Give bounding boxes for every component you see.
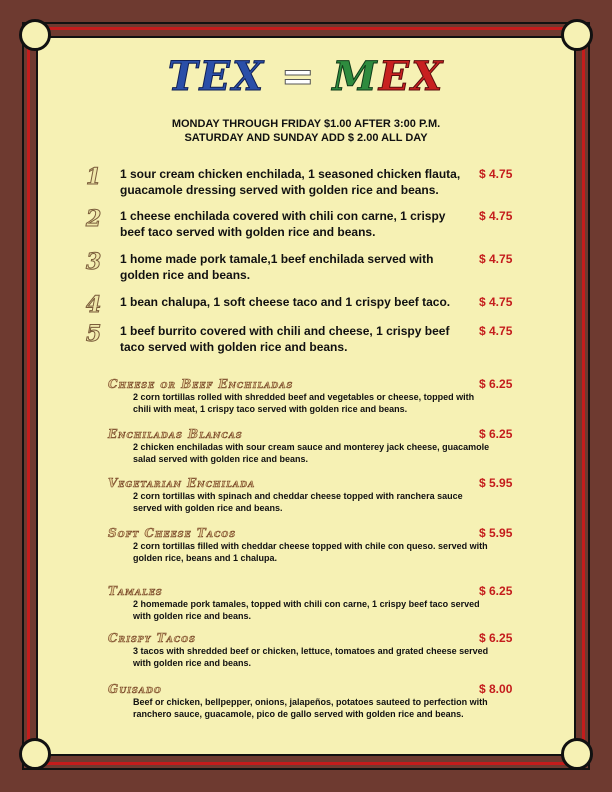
item-price: $ 5.95 bbox=[479, 526, 513, 540]
item-name: Cheese or Beef Enchiladas bbox=[108, 377, 294, 391]
combo-number: 5 bbox=[86, 321, 102, 347]
corner-circle-bottom-right bbox=[561, 738, 593, 770]
combo-price: $ 4.75 bbox=[479, 324, 513, 338]
corner-circle-bottom-left bbox=[19, 738, 51, 770]
combo-description: 1 beef burrito covered with chili and cheese, 1 crispy beef taco served with golden rice and beans. bbox=[120, 324, 450, 354]
combo-number: 3 bbox=[86, 249, 102, 275]
pricing-note-weekday: MONDAY THROUGH FRIDAY $1.00 AFTER 3:00 P.M. bbox=[171, 118, 441, 130]
item-description: 2 corn tortillas rolled with shredded beef and vegetables or cheese, topped with chili with meat, 1 crispy taco served with golden rice and beans. bbox=[133, 392, 475, 414]
item-description: 2 corn tortillas with spinach and cheddar cheese topped with ranchera sauce served with golden rice and beans. bbox=[133, 491, 463, 513]
pricing-note-weekend: SATURDAY AND SUNDAY ADD $ 2.00 ALL DAY bbox=[184, 132, 428, 144]
combo-number: 1 bbox=[86, 164, 102, 190]
item-description: 2 homemade pork tamales, topped with chili con carne, 1 crispy beef taco served with golden rice and beans. bbox=[133, 599, 480, 621]
item-description: 3 tacos with shredded beef or chicken, lettuce, tomatoes and grated cheese served with golden rice and beans. bbox=[133, 646, 489, 668]
title-part-m: M bbox=[332, 53, 379, 100]
item-price: $ 6.25 bbox=[479, 631, 513, 645]
combo-price: $ 4.75 bbox=[479, 252, 513, 266]
menu-title bbox=[0, 52, 612, 102]
combo-price: $ 4.75 bbox=[479, 209, 513, 223]
title-part-ex2: EX bbox=[378, 53, 445, 100]
title-part-t: T bbox=[167, 53, 200, 100]
item-price: $ 6.25 bbox=[479, 427, 513, 441]
title-part-ex1: EX bbox=[199, 53, 266, 100]
item-price: $ 5.95 bbox=[479, 476, 513, 490]
item-price: $ 6.25 bbox=[479, 584, 513, 598]
item-description: Beef or chicken, bellpepper, onions, jalapeños, potatoes sauteed to perfection with ranchero sauce, guacamole, pico de gallo served with golden rice and beans. bbox=[133, 697, 488, 719]
item-price: $ 6.25 bbox=[479, 377, 513, 391]
corner-circle-top-right bbox=[561, 19, 593, 51]
combo-price: $ 4.75 bbox=[479, 295, 513, 309]
item-name: Vegetarian Enchilada bbox=[108, 476, 256, 490]
item-description: 2 corn tortillas filled with cheddar cheese topped with chile con queso. served with golden rice, beans and 1 chalupa. bbox=[133, 541, 488, 563]
item-name: Tamales bbox=[108, 584, 163, 598]
combo-description: 1 sour cream chicken enchilada, 1 seasoned chicken flauta, guacamole dressing served with golden rice and beans. bbox=[120, 167, 461, 197]
item-name: Soft Cheese Tacos bbox=[108, 526, 237, 540]
item-price: $ 8.00 bbox=[479, 682, 513, 696]
pricing-note bbox=[0, 117, 612, 145]
item-name: Enchiladas Blancas bbox=[108, 427, 243, 441]
combo-description: 1 bean chalupa, 1 soft cheese taco and 1 crispy beef taco. bbox=[120, 295, 451, 309]
title-part-equals: = bbox=[265, 53, 333, 100]
combo-price: $ 4.75 bbox=[479, 167, 513, 181]
combo-description: 1 cheese enchilada covered with chili con carne, 1 crispy beef taco served with golden rice and beans. bbox=[120, 209, 446, 239]
combo-description: 1 home made pork tamale,1 beef enchilada served with golden rice and beans. bbox=[120, 252, 434, 282]
corner-circle-top-left bbox=[19, 19, 51, 51]
item-name: Guisado bbox=[108, 682, 162, 696]
combo-number: 4 bbox=[86, 292, 102, 318]
combo-number: 2 bbox=[86, 206, 102, 232]
item-description: 2 chicken enchiladas with sour cream sauce and monterey jack cheese, guacamole salad served with golden rice and beans. bbox=[133, 442, 490, 464]
item-name: Crispy Tacos bbox=[108, 631, 196, 645]
